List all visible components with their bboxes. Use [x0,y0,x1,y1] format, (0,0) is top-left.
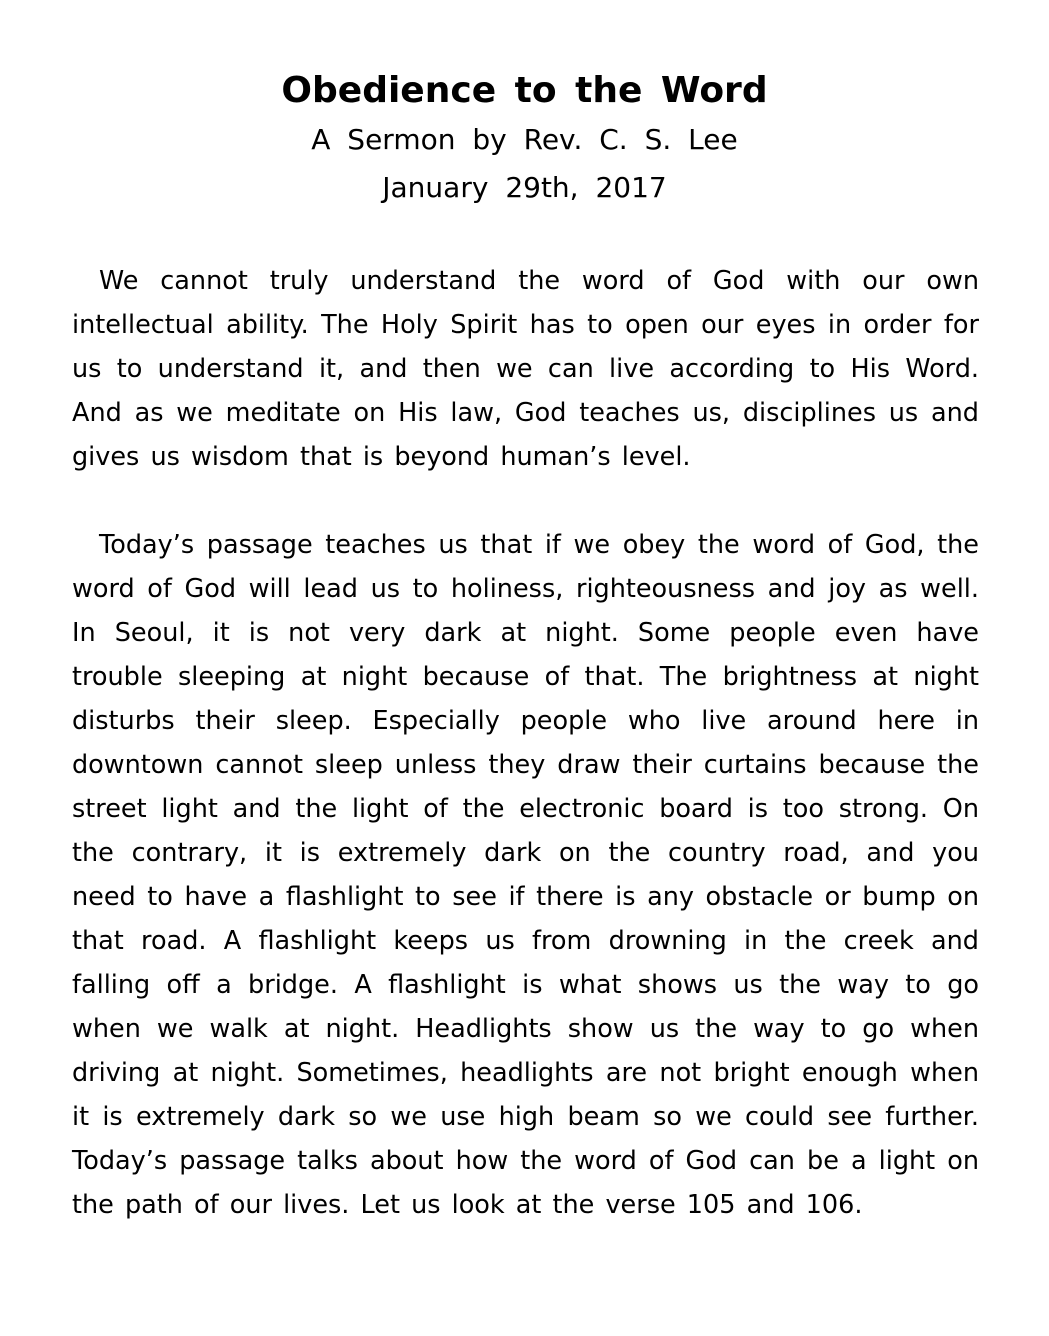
document-title: Obedience to the Word [281,70,768,111]
document-subtitle: A Sermon by Rev. C. S. Lee [311,123,738,156]
paragraph-1: We cannot truly understand the word of God with our own intellectual ability. The Holy Spirit has to open our eyes in order for us to understand it, and then we can live according to His Word. And as we meditate on His law, God teaches us, disciplines us and gives us wisdom that is beyond human’s level. [72,266,979,472]
document-body [72,259,979,1227]
paragraph-2: Today’s passage teaches us that if we obey the word of God, the word of God will lead us to holiness, righteousness and joy as well. In Seoul, it is not very dark at night. Some people even have trouble sleeping at night because of that. The brightness at night disturbs their sleep. Especially people who live around here in downtown cannot sleep unless they draw their curtains because the street light and the light of the electronic board is too strong. On the contrary, it is extremely dark on the country road, and you need to have a flashlight to see if there is any obstacle or bump on that road. A flashlight keeps us from drowning in the creek and falling off a bridge. A flashlight is what shows us the way to go when we walk at night. Headlights show us the way to go when driving at night. Sometimes, headlights are not bright enough when it is extremely dark so we use high beam so we could see further. Today’s passage talks about how the word of God can be a light on the path of our lives. Let us look at the verse 105 and 106. [72,530,979,1220]
document-header [0,66,1049,212]
document-date: January 29th, 2017 [382,171,667,204]
